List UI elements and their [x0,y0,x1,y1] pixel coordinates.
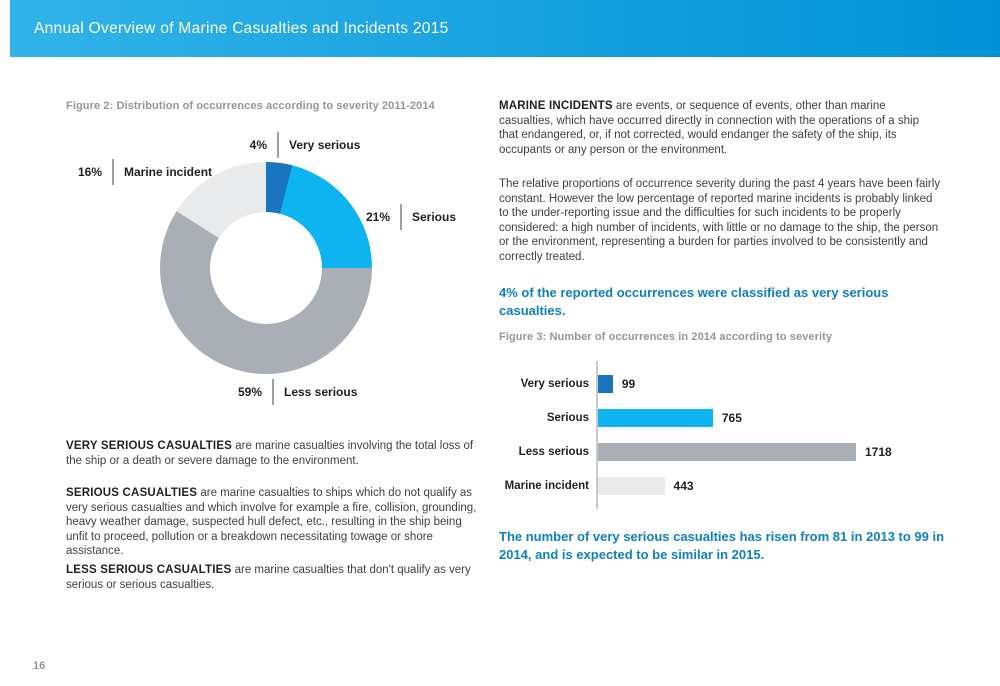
bar [598,477,665,495]
donut-category-label: Serious [412,210,457,224]
proportions-paragraph: The relative proportions of occurrence severity during the past 4 years have been fairly constant. However the low percentage of reported marine incidents is probably linked to the under-reporting issue and the difficulties for such incidents to be properly considered: a high number of incidents, with little or no damage to the ship, the person or the environment, representing a burden for parties involved to be consistently and correctly treated. [499,178,941,263]
definition-less-serious-casualties [66,563,485,592]
definition-very-serious-casualties [66,439,485,468]
bar-row [499,477,940,495]
bar-category-label: Marine incident [504,480,589,492]
donut-label-serious [344,204,456,230]
page-title: Annual Overview of Marine Casualties and Incidents 2015 [34,19,449,37]
bar-value-label: 1718 [865,445,892,459]
donut-percent-label: 21% [365,210,390,224]
bar-value-label: 99 [621,377,636,391]
callout-trend-very-serious: The number of very serious casualties has risen from 81 in 2013 to 99 in 2014, and is expected to be similar in 2015. [499,529,945,562]
donut-hole [210,212,322,324]
bar-category-label: Very serious [520,378,589,390]
bar-row [499,409,940,427]
header-bar [10,0,1000,57]
bar-row [499,443,940,461]
donut-label-less-serious [216,379,357,405]
figure2-caption: Figure 2: Distribution of occurrences according to severity 2011-2014 [66,100,435,112]
bar-category-label: Less serious [518,446,589,458]
donut-category-label: Less serious [284,385,358,399]
bar-chart [499,361,940,509]
bar-value-label: 443 [673,479,694,493]
bar [598,443,856,461]
marine-incidents-paragraph [499,99,941,157]
bar-row [499,375,940,393]
donut-chart [160,162,372,374]
donut-percent-label: 16% [77,165,102,179]
donut-category-label: Marine incident [124,165,213,179]
bar-rows [499,375,940,511]
bar-category-label: Serious [546,412,589,424]
definition-term: LESS SERIOUS CASUALTIES [66,564,232,576]
donut-percent-label: 4% [249,138,267,152]
callout-percent-very-serious: 4% of the reported occurrences were classified as very serious casualties. [499,285,889,318]
donut-label-very-serious [221,132,360,158]
definition-text: are marine casualties to ships which do not qualify as very serious casualties and which involve for example a fire, collision, grounding, heavy weather damage, suspected hull defect, etc., resulting in the ship being unfit to proceed, pollution or a breakdown necessitating towage or shore assistance. [66,487,477,557]
donut-percent-label: 59% [237,385,262,399]
definition-term: SERIOUS CASUALTIES [66,487,198,499]
definition-text: are marine casualties that don't qualify as very serious or serious casualties. [66,564,471,591]
bar-value-label: 765 [721,411,742,425]
definition-term: VERY SERIOUS CASUALTIES [66,440,233,452]
definition-text: are marine casualties involving the total loss of the ship or a death or severe damage to the environment. [66,440,474,467]
bar [598,409,713,427]
donut-label-marine-incident [56,159,212,185]
paragraph-text: are events, or sequence of events, other than marine casualties, which have occurred directly in connection with the operations of a ship that endangered, or, if not corrected, would endanger the safety of the ship, its occupants or any person or the environment. [499,100,919,156]
definition-serious-casualties [66,486,485,559]
donut-category-label: Very serious [289,138,361,152]
paragraph-lead-term: MARINE INCIDENTS [499,100,613,112]
bar [598,375,613,393]
page-number: 16 [33,660,46,672]
figure3-caption: Figure 3: Number of occurrences in 2014 according to severity [499,331,833,343]
